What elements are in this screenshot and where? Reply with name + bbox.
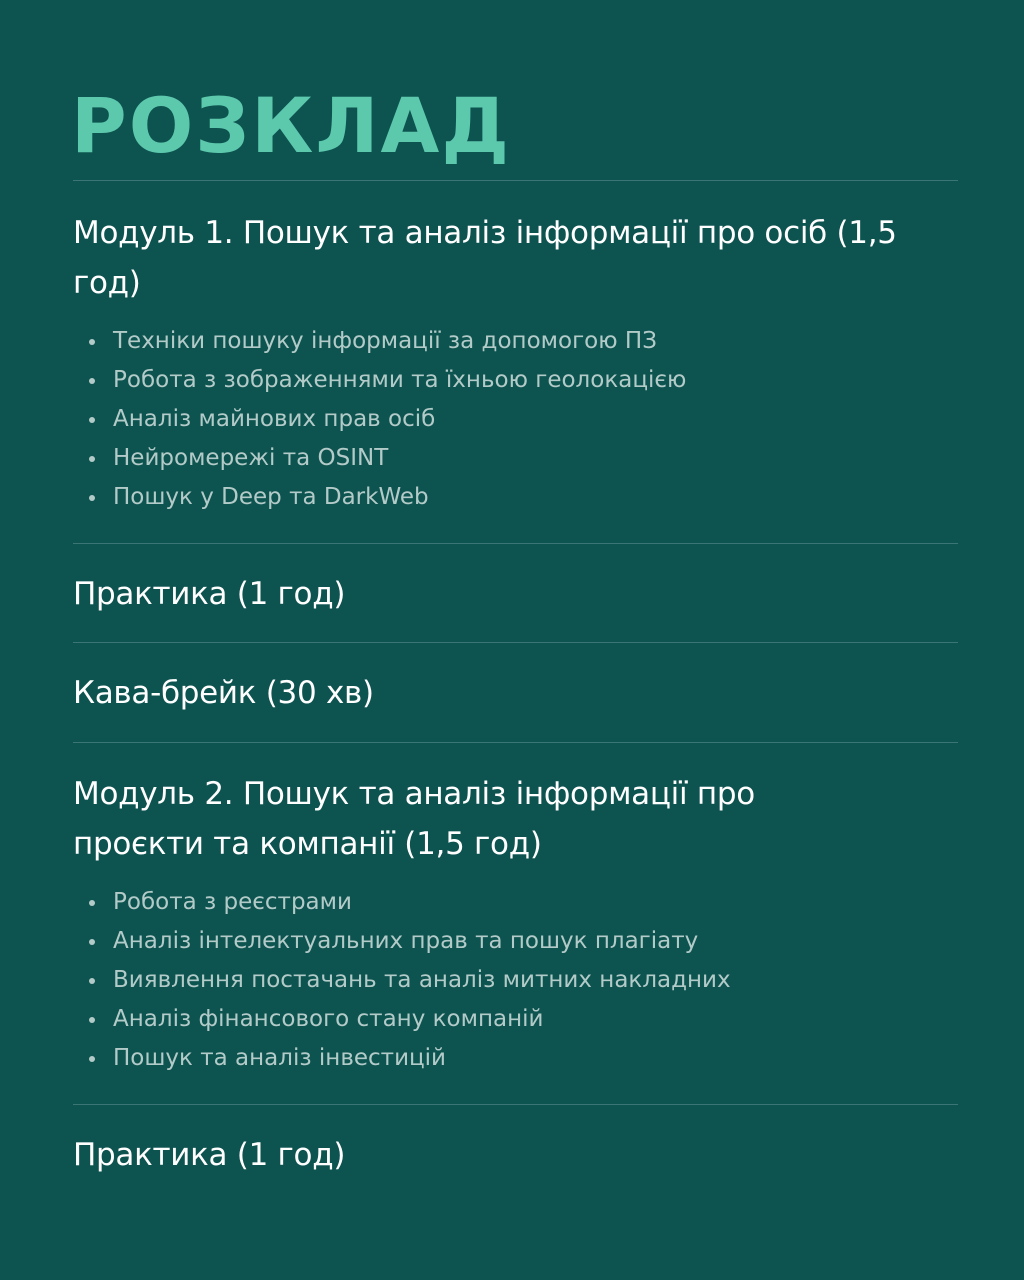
module-2-heading: Модуль 2. Пошук та аналіз інформації про проєкти та компанії (1,5 год) [73,776,755,862]
list-item-text: Аналіз інтелектуальних прав та пошук плагіату [113,928,699,954]
list-item [89,400,686,439]
coffee-break-heading: Кава-брейк (30 хв) [73,675,374,711]
divider [73,742,958,743]
module-1-topic-list [89,322,686,517]
list-item-text: Аналіз майнових прав осіб [113,406,436,432]
list-item-text: Аналіз фінансового стану компаній [113,1006,544,1032]
list-item-text: Пошук та аналіз інвестицій [113,1045,447,1071]
bullet-dot-icon [89,1056,95,1062]
list-item [89,478,686,517]
divider [73,642,958,643]
list-item [89,439,686,478]
bullet-dot-icon [89,1017,95,1023]
bullet-dot-icon [89,378,95,384]
list-item-text: Нейромережі та OSINT [113,445,389,471]
practice-1-heading: Практика (1 год) [73,576,346,612]
bullet-dot-icon [89,495,95,501]
list-item-text: Пошук у Deep та DarkWeb [113,484,429,510]
list-item-text: Робота з реєстрами [113,889,352,915]
list-item [89,883,731,922]
list-item [89,322,686,361]
bullet-dot-icon [89,939,95,945]
module-1-heading: Модуль 1. Пошук та аналіз інформації про осіб (1,5 год) [73,215,897,301]
practice-2-heading: Практика (1 год) [73,1137,346,1173]
list-item-text: Робота з зображеннями та їхньою геолокацією [113,367,687,393]
list-item [89,1000,731,1039]
bullet-dot-icon [89,978,95,984]
bullet-dot-icon [89,456,95,462]
divider [73,180,958,181]
list-item [89,961,731,1000]
divider [73,1104,958,1105]
list-item [89,361,686,400]
list-item [89,1039,731,1078]
bullet-dot-icon [89,417,95,423]
bullet-dot-icon [89,339,95,345]
module-2-topic-list [89,883,731,1078]
list-item-text: Виявлення постачань та аналіз митних накладних [113,967,731,993]
list-item-text: Техніки пошуку інформації за допомогою ПЗ [113,328,657,354]
bullet-dot-icon [89,900,95,906]
list-item [89,922,731,961]
divider [73,543,958,544]
page-title: РОЗКЛАД [71,81,512,170]
